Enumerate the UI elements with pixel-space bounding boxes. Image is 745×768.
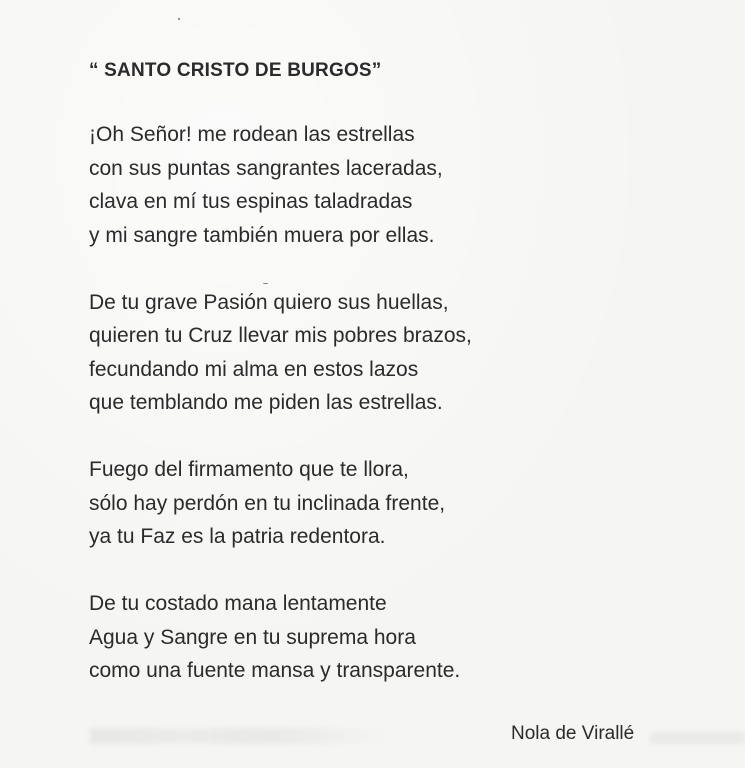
- stanza-2: [89, 286, 472, 420]
- poem-line: clava en mí tus espinas taladradas: [89, 190, 413, 213]
- poem-line: y mi sangre también muera por ellas.: [89, 223, 435, 247]
- show-through-text: [90, 728, 390, 744]
- poem-line: De tu costado mana lentamente: [89, 592, 387, 615]
- poem-line: que temblando me piden las estrellas.: [89, 391, 443, 414]
- poem-line: quieren tu Cruz llevar mis pobres brazos,: [89, 324, 472, 347]
- author-signature: Nola de Virallé: [511, 723, 635, 744]
- poem-line: con sus puntas sangrantes laceradas,: [89, 156, 443, 180]
- poem-line: Agua y Sangre en tu suprema hora: [89, 625, 416, 649]
- poem-line: Fuego del firmamento que te llora,: [89, 458, 409, 481]
- show-through-text: [650, 732, 745, 744]
- poem-title: “ SANTO CRISTO DE BURGOS”: [89, 60, 382, 81]
- stanza-1: [89, 118, 472, 252]
- poem-line: sólo hay perdón en tu inclinada frente,: [89, 491, 446, 515]
- poem-line: como una fuente mansa y transparente.: [89, 659, 461, 682]
- poem-line: fecundando mi alma en estos lazos: [89, 357, 419, 381]
- stanza-3: [89, 453, 472, 554]
- poem-line: De tu grave Pasión quiero sus huellas,: [89, 290, 449, 314]
- poem-line: ya tu Faz es la patria redentora.: [89, 525, 386, 548]
- paper-speck: [178, 18, 180, 20]
- poem-body: [89, 118, 472, 721]
- stanza-4: [89, 587, 472, 688]
- poem-line: ¡Oh Señor! me rodean las estrellas: [89, 123, 415, 146]
